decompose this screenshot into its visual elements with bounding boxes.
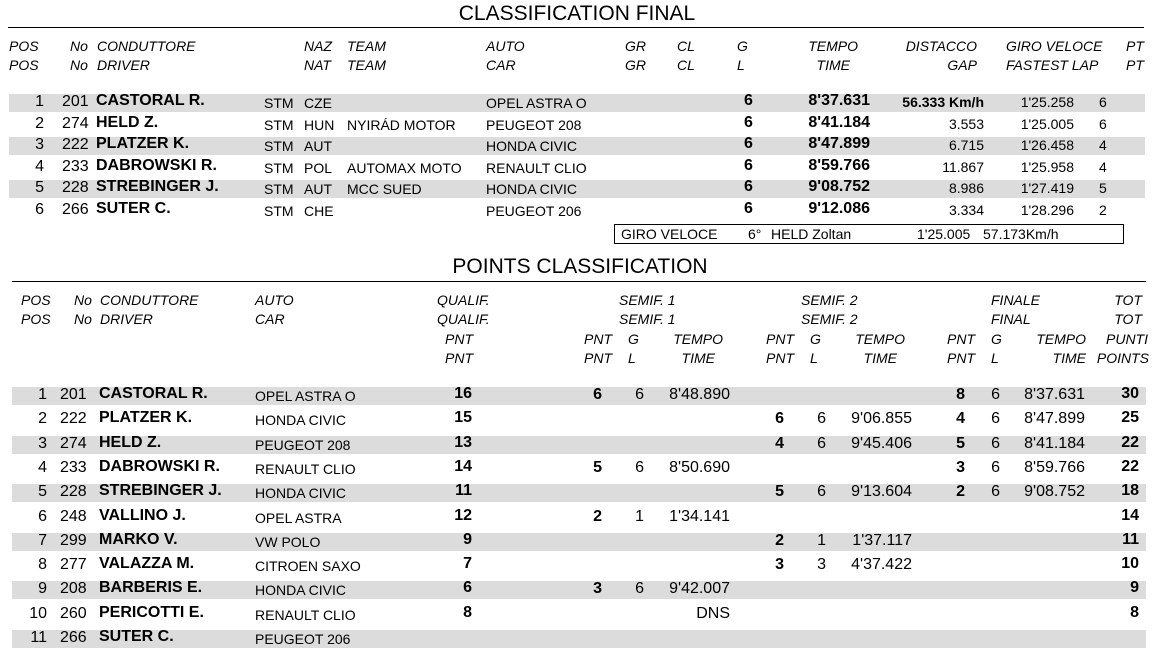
- row-group: STM: [264, 116, 294, 133]
- row-time: 8'37.631: [808, 92, 870, 109]
- row-semif2-points: 3: [775, 556, 784, 574]
- row-semif2-laps: 6: [817, 434, 826, 452]
- row-fastest-lap-number: 2: [1099, 202, 1107, 218]
- row-group: STM: [264, 159, 294, 176]
- row-stripe: [12, 530, 1146, 551]
- row-driver: PLATZER K.: [96, 135, 190, 153]
- p-hdr-f-laps-en: L: [991, 350, 999, 366]
- p-hdr-f-pnt: PNT: [947, 331, 975, 347]
- p-hdr-s1-time-en: TIME: [681, 350, 715, 366]
- row-driver: CASTORAL R.: [96, 92, 205, 109]
- row-fastest-lap-number: 4: [1099, 137, 1107, 154]
- p-hdr-f-time-en: TIME: [1052, 350, 1086, 366]
- p-hdr-final: FINALE: [991, 292, 1041, 308]
- row-gap: 3.553: [948, 115, 984, 132]
- hdr-nat-en: NAT: [304, 57, 331, 73]
- row-fastest-lap-number: 4: [1099, 158, 1107, 175]
- p-hdr-qualif-pnt: PNT: [445, 331, 473, 347]
- row-total-points: 22: [1121, 457, 1139, 475]
- p-hdr-semif1: SEMIF. 1: [619, 292, 676, 308]
- row-final-time: 8'37.631: [1024, 386, 1085, 403]
- row-driver: PLATZER K.: [99, 409, 193, 427]
- final-title: CLASSIFICATION FINAL: [458, 2, 696, 25]
- row-driver: CASTORAL R.: [99, 385, 208, 402]
- row-number: 248: [60, 507, 87, 525]
- row-car: OPEL ASTRA O: [486, 95, 587, 111]
- row-car: OPEL ASTRA O: [255, 388, 356, 404]
- row-laps: 6: [744, 156, 753, 174]
- row-semif1-points: 3: [593, 580, 602, 598]
- row-car: HONDA CIVIC: [255, 582, 347, 599]
- row-final-points: 8: [956, 386, 965, 403]
- row-semif2-time: 1'37.117: [852, 531, 912, 549]
- row-semif2-time: 9'45.406: [851, 434, 912, 452]
- row-qualif-points: 12: [454, 506, 472, 524]
- row-fastest-lap: 1'27.419: [1020, 180, 1074, 197]
- row-semif2-laps: 6: [817, 483, 826, 501]
- row-car: CITROEN SAXO: [255, 558, 361, 575]
- row-car: RENAULT CLIO: [255, 606, 356, 623]
- row-semif2-time: 9'13.604: [851, 483, 912, 501]
- row-driver: PERICOTTI E.: [99, 603, 204, 621]
- row-final-time: 9'08.752: [1024, 483, 1085, 501]
- row-laps: 6: [744, 135, 753, 153]
- hdr-gr: GR: [625, 38, 646, 54]
- row-time: 9'08.752: [808, 178, 870, 196]
- row-number: 222: [62, 136, 89, 154]
- row-qualif-points: 8: [463, 603, 472, 621]
- row-gap: 8.986: [948, 180, 984, 197]
- row-pos: 1: [35, 93, 44, 110]
- p-hdr-s1-laps: G: [628, 331, 639, 347]
- row-driver: DABROWSKI R.: [96, 156, 217, 174]
- row-number: 260: [60, 604, 87, 622]
- row-total-points: 9: [1130, 579, 1139, 597]
- row-fastest-lap: 1'25.005: [1020, 115, 1074, 132]
- fastest-lap-number: 6°: [748, 226, 762, 242]
- row-group: STM: [264, 95, 294, 111]
- row-total-points: 30: [1121, 385, 1139, 402]
- row-total-points: 11: [1122, 530, 1139, 548]
- row-car: OPEL ASTRA: [255, 509, 342, 526]
- row-number: 208: [60, 580, 87, 598]
- p-hdr-tot-en: TOT: [1114, 311, 1142, 327]
- row-driver: HELD Z.: [96, 113, 159, 131]
- row-qualif-points: 11: [455, 482, 472, 500]
- p-hdr-s2-time-en: TIME: [863, 350, 897, 366]
- p-hdr-pos-en: POS: [21, 311, 51, 327]
- row-final-points: 5: [956, 434, 965, 452]
- row-semif1-points: 5: [593, 458, 602, 476]
- hdr-pt-en: PT: [1126, 57, 1144, 73]
- row-pos: 3: [38, 434, 47, 452]
- row-gap: 56.333 Km/h: [902, 94, 984, 110]
- p-hdr-car-en: CAR: [255, 311, 285, 327]
- row-nation: AUT: [304, 138, 332, 155]
- p-hdr-s2-pnt: PNT: [766, 331, 794, 347]
- row-final-laps: 6: [991, 386, 1000, 403]
- hdr-no: No: [70, 38, 88, 54]
- row-time: 8'41.184: [808, 113, 870, 131]
- row-pos: 6: [35, 201, 44, 218]
- p-hdr-car: AUTO: [255, 292, 294, 308]
- row-pos: 10: [29, 604, 47, 622]
- fastest-lap-label: GIRO VELOCE: [621, 226, 718, 242]
- row-pos: 6: [38, 507, 47, 525]
- row-car: RENAULT CLIO: [255, 460, 356, 477]
- hdr-time: TEMPO: [808, 38, 858, 54]
- row-driver: BARBERIS E.: [99, 579, 203, 597]
- row-final-laps: 6: [991, 410, 1000, 428]
- p-hdr-final-en: FINAL: [991, 311, 1031, 327]
- final-title-rule: [8, 27, 1144, 28]
- p-hdr-f-time: TEMPO: [1036, 331, 1086, 347]
- row-final-points: 4: [956, 410, 965, 428]
- hdr-fastest-lap-en: FASTEST LAP: [1006, 57, 1099, 73]
- row-total-points: 18: [1121, 482, 1139, 500]
- row-semif2-points: 4: [775, 434, 784, 452]
- row-final-points: 2: [956, 483, 965, 501]
- row-laps: 6: [744, 113, 753, 131]
- row-number: 201: [60, 386, 87, 403]
- row-semif2-time: 9'06.855: [851, 410, 912, 428]
- row-qualif-points: 13: [454, 433, 472, 451]
- p-hdr-semif2-en: SEMIF. 2: [801, 311, 858, 327]
- hdr-cl: CL: [677, 38, 695, 54]
- row-final-time: 8'41.184: [1024, 434, 1085, 452]
- row-qualif-points: 14: [454, 457, 472, 475]
- row-qualif-points: 15: [454, 409, 472, 427]
- row-driver: VALAZZA M.: [99, 555, 195, 573]
- p-hdr-driver: CONDUTTORE: [100, 292, 199, 308]
- row-fastest-lap: 1'26.458: [1020, 137, 1074, 154]
- row-car: VW POLO: [255, 533, 321, 550]
- fastest-lap-speed: 57.173Km/h: [983, 226, 1059, 242]
- row-semif1-time: DNS: [696, 604, 730, 622]
- row-semif1-time: 1'34.141: [669, 507, 730, 525]
- row-qualif-points: 6: [463, 579, 472, 597]
- row-fastest-lap-number: 5: [1099, 180, 1107, 197]
- row-semif1-time: 8'48.890: [669, 386, 730, 403]
- row-pos: 3: [35, 136, 44, 154]
- fastest-lap-driver: HELD Zoltan: [771, 226, 852, 242]
- row-driver: SUTER C.: [99, 628, 174, 645]
- hdr-team: TEAM: [347, 38, 386, 54]
- fastest-lap-box: [614, 224, 1124, 244]
- row-number: 274: [62, 114, 89, 132]
- row-driver: HELD Z.: [99, 433, 162, 451]
- p-hdr-points: PUNTI: [1106, 331, 1148, 347]
- row-time: 8'47.899: [808, 135, 870, 153]
- hdr-gap: DISTACCO: [905, 38, 977, 54]
- p-hdr-tot: TOT: [1114, 292, 1142, 308]
- row-number: 299: [60, 531, 87, 549]
- row-semif1-laps: 1: [635, 507, 644, 525]
- row-fastest-lap: 1'25.958: [1020, 158, 1074, 175]
- row-stripe: [12, 630, 1146, 648]
- row-semif2-points: 6: [775, 410, 784, 428]
- row-qualif-points: 16: [454, 385, 472, 402]
- row-fastest-lap: 1'25.258: [1020, 94, 1074, 110]
- row-laps: 6: [744, 92, 753, 109]
- p-hdr-f-pnt-en: PNT: [947, 350, 975, 366]
- row-nation: HUN: [304, 116, 335, 133]
- hdr-cl-en: CL: [677, 57, 695, 73]
- row-team: NYIRÁD MOTOR: [347, 116, 456, 133]
- row-driver: VALLINO J.: [99, 506, 186, 524]
- hdr-driver-en: DRIVER: [97, 57, 150, 73]
- hdr-laps: G: [737, 38, 748, 54]
- hdr-gap-en: GAP: [947, 57, 977, 73]
- hdr-laps-en: L: [737, 57, 745, 73]
- row-team: AUTOMAX MOTO: [347, 159, 462, 176]
- row-laps: 6: [744, 200, 753, 217]
- p-hdr-pos: POS: [21, 292, 51, 308]
- p-hdr-s1-laps-en: L: [628, 350, 636, 366]
- points-title: POINTS CLASSIFICATION: [452, 255, 708, 278]
- row-semif1-time: 9'42.007: [669, 580, 730, 598]
- row-gap: 6.715: [948, 137, 984, 154]
- row-total-points: 10: [1121, 555, 1139, 573]
- hdr-time-en: TIME: [816, 57, 850, 73]
- p-hdr-qualif-pnt-en: PNT: [445, 350, 473, 366]
- row-pos: 4: [38, 458, 47, 476]
- row-laps: 6: [744, 178, 753, 196]
- row-fastest-lap-number: 6: [1099, 94, 1107, 110]
- row-final-time: 8'59.766: [1024, 458, 1085, 476]
- p-hdr-s1-pnt-en: PNT: [584, 350, 612, 366]
- hdr-car: AUTO: [486, 38, 525, 54]
- hdr-team-en: TEAM: [347, 57, 386, 73]
- row-number: 274: [60, 434, 87, 452]
- hdr-nat: NAZ: [304, 38, 332, 54]
- p-hdr-qualif: QUALIF.: [437, 292, 490, 308]
- hdr-pos-en: POS: [9, 57, 39, 73]
- p-hdr-s1-pnt: PNT: [584, 331, 612, 347]
- p-hdr-semif1-en: SEMIF. 1: [619, 311, 676, 327]
- row-group: STM: [264, 203, 294, 219]
- row-car: PEUGEOT 208: [255, 436, 351, 453]
- row-final-laps: 6: [991, 483, 1000, 501]
- row-car: HONDA CIVIC: [486, 181, 578, 198]
- row-pos: 5: [35, 179, 44, 197]
- row-number: 277: [60, 556, 87, 574]
- row-semif2-points: 5: [775, 483, 784, 501]
- row-number: 266: [60, 629, 87, 646]
- row-driver: MARKO V.: [99, 530, 178, 548]
- row-nation: AUT: [304, 181, 332, 198]
- row-semif2-laps: 3: [817, 556, 826, 574]
- hdr-gr-en: GR: [625, 57, 646, 73]
- row-number: 266: [62, 201, 89, 218]
- row-number: 228: [60, 483, 87, 501]
- row-final-laps: 6: [991, 434, 1000, 452]
- row-fastest-lap-number: 6: [1099, 115, 1107, 132]
- row-fastest-lap: 1'28.296: [1020, 202, 1074, 218]
- row-number: 233: [60, 458, 87, 476]
- row-final-time: 8'47.899: [1024, 410, 1085, 428]
- row-number: 228: [62, 179, 89, 197]
- row-semif1-laps: 6: [635, 386, 644, 403]
- row-final-points: 3: [956, 458, 965, 476]
- row-car: HONDA CIVIC: [255, 485, 347, 502]
- hdr-car-en: CAR: [486, 57, 516, 73]
- row-nation: CHE: [304, 203, 334, 219]
- row-time: 9'12.086: [808, 200, 870, 217]
- hdr-pt: PT: [1126, 38, 1144, 54]
- row-total-points: 14: [1121, 506, 1139, 524]
- row-total-points: 8: [1130, 603, 1139, 621]
- p-hdr-s2-pnt-en: PNT: [766, 350, 794, 366]
- row-semif2-points: 2: [775, 531, 784, 549]
- row-car: HONDA CIVIC: [255, 412, 347, 429]
- row-number: 222: [60, 410, 87, 428]
- row-group: STM: [264, 138, 294, 155]
- row-pos: 4: [35, 157, 44, 175]
- row-driver: DABROWSKI R.: [99, 457, 220, 475]
- row-team: MCC SUED: [347, 181, 422, 198]
- row-semif1-points: 6: [593, 386, 602, 403]
- row-semif2-laps: 6: [817, 410, 826, 428]
- row-gap: 3.334: [948, 202, 984, 218]
- p-hdr-f-laps: G: [991, 331, 1002, 347]
- hdr-driver: CONDUTTORE: [97, 38, 196, 54]
- hdr-fastest-lap: GIRO VELOCE: [1006, 38, 1103, 54]
- row-semif1-laps: 6: [635, 458, 644, 476]
- p-hdr-s2-time: TEMPO: [855, 331, 905, 347]
- row-nation: CZE: [304, 95, 332, 111]
- hdr-pos: POS: [9, 38, 39, 54]
- row-car: RENAULT CLIO: [486, 159, 587, 176]
- fastest-lap-time: 1'25.005: [917, 226, 971, 242]
- row-driver: SUTER C.: [96, 200, 171, 217]
- row-qualif-points: 9: [463, 530, 472, 548]
- row-semif1-points: 2: [593, 507, 602, 525]
- row-nation: POL: [304, 159, 333, 176]
- row-pos: 5: [38, 483, 47, 501]
- row-semif2-time: 4'37.422: [851, 556, 912, 574]
- row-driver: STREBINGER J.: [99, 482, 222, 500]
- p-hdr-s2-laps: G: [810, 331, 821, 347]
- row-pos: 2: [35, 114, 44, 132]
- row-pos: 8: [38, 556, 47, 574]
- row-qualif-points: 7: [463, 555, 472, 573]
- row-pos: 7: [38, 531, 47, 549]
- row-pos: 9: [38, 580, 47, 598]
- points-title-rule: [12, 281, 1146, 282]
- row-car: PEUGEOT 206: [255, 631, 351, 647]
- row-pos: 11: [30, 629, 47, 646]
- p-hdr-driver-en: DRIVER: [100, 311, 153, 327]
- p-hdr-s2-laps-en: L: [810, 350, 818, 366]
- p-hdr-no-en: No: [74, 311, 92, 327]
- row-final-laps: 6: [991, 458, 1000, 476]
- row-semif1-time: 8'50.690: [669, 458, 730, 476]
- row-group: STM: [264, 181, 294, 198]
- row-driver: STREBINGER J.: [96, 178, 219, 196]
- p-hdr-semif2: SEMIF. 2: [801, 292, 858, 308]
- p-hdr-s1-time: TEMPO: [673, 331, 723, 347]
- row-semif2-laps: 1: [817, 531, 826, 549]
- row-gap: 11.867: [942, 158, 984, 175]
- row-car: HONDA CIVIC: [486, 138, 578, 155]
- row-semif1-laps: 6: [635, 580, 644, 598]
- p-hdr-qualif-en: QUALIF.: [437, 311, 490, 327]
- row-total-points: 22: [1121, 433, 1139, 451]
- row-number: 201: [62, 93, 89, 110]
- p-hdr-points-en: POINTS: [1096, 350, 1149, 366]
- row-total-points: 25: [1121, 409, 1139, 427]
- row-pos: 2: [38, 410, 47, 428]
- row-pos: 1: [38, 386, 47, 403]
- p-hdr-no: No: [74, 292, 92, 308]
- hdr-no-en: No: [70, 57, 88, 73]
- row-number: 233: [62, 157, 89, 175]
- row-car: PEUGEOT 208: [486, 116, 582, 133]
- row-car: PEUGEOT 206: [486, 203, 582, 219]
- row-time: 8'59.766: [808, 156, 870, 174]
